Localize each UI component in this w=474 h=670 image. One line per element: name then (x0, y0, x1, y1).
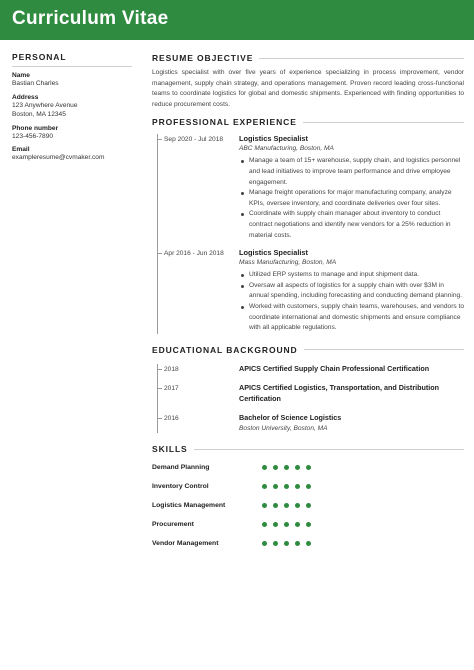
skill-dot (262, 522, 267, 527)
skill-name: Logistics Management (152, 502, 226, 510)
skill-dot (262, 484, 267, 489)
job-bullets (239, 270, 464, 334)
job-entry (152, 134, 464, 248)
personal-section-title: PERSONAL (12, 52, 67, 62)
skill-name: Procurement (152, 521, 194, 529)
skills-header (152, 443, 464, 455)
skills-section-title: SKILLS (152, 444, 188, 455)
skill-dot (284, 484, 289, 489)
job-dates: Apr 2016 - Jun 2018 (164, 250, 224, 258)
email-label: Email (12, 146, 30, 153)
skill-dot (284, 522, 289, 527)
skill-dot (262, 541, 267, 546)
bullet-item: Manage a team of 15+ warehouse, supply chain, and logistics personnel and lead initiatives to improve team performance and drive employee engagement. (239, 156, 464, 188)
job-company: ABC Manufacturing, Boston, MA (239, 145, 334, 153)
job-entry (152, 248, 464, 334)
education-entry (152, 413, 464, 433)
job-bullets (239, 156, 464, 241)
skill-dot (306, 484, 311, 489)
education-title: Bachelor of Science Logistics (239, 413, 342, 423)
education-institution: Boston University, Boston, MA (239, 425, 328, 433)
skill-rating (262, 541, 317, 546)
job-dates: Sep 2020 - Jul 2018 (164, 136, 224, 144)
bullet-item: Oversaw all aspects of logistics for a supply chain with over $3M in annual spending, including forecasting and conducting demand planning. (239, 281, 464, 302)
section-divider (303, 122, 464, 123)
skill-rating (262, 522, 317, 527)
skill-name: Vendor Management (152, 540, 219, 548)
bullet-item: Coordinate with supply chain manager about inventory to conduct contract negotiations and identify new vendors for a 25% reduction in material costs. (239, 209, 464, 241)
timeline-tick (157, 369, 162, 370)
job-details (239, 134, 464, 241)
timeline-tick (157, 418, 162, 419)
skill-dot (295, 465, 300, 470)
education-timeline (152, 364, 464, 433)
timeline-tick (157, 139, 162, 140)
bullet-item: Manage freight operations for major manufacturing company, analyze KPIs, oversee inventory, and coordinate deliveries over four sites. (239, 188, 464, 209)
skill-dot (273, 503, 278, 508)
skill-dot (306, 522, 311, 527)
skill-name: Inventory Control (152, 483, 209, 491)
skill-rating (262, 503, 317, 508)
skill-dot (306, 541, 311, 546)
education-year: 2017 (164, 385, 179, 393)
skill-dot (284, 541, 289, 546)
section-divider (259, 58, 464, 59)
skill-rating (262, 484, 317, 489)
skill-row (152, 477, 464, 496)
education-title: APICS Certified Supply Chain Professional Certification (239, 363, 430, 373)
skill-row (152, 496, 464, 515)
experience-timeline (152, 134, 464, 333)
section-divider (304, 349, 464, 350)
email-value: exampleresume@cvmaker.com (12, 154, 105, 161)
personal-sidebar (12, 52, 132, 163)
skill-dot (273, 522, 278, 527)
section-divider (194, 449, 464, 450)
education-details (239, 364, 464, 375)
address-line1: 123 Anywhere Avenue (12, 101, 78, 109)
skill-dot (262, 503, 267, 508)
skill-name: Demand Planning (152, 464, 210, 472)
skill-dot (273, 541, 278, 546)
education-header (152, 344, 464, 356)
bullet-item: Worked with customers, supply chain teams, warehouses, and vendors to coordinate international and domestic shipments and ensure compliance with all applicable regulations. (239, 302, 464, 334)
education-entry (152, 364, 464, 384)
education-entry (152, 383, 464, 413)
skill-dot (306, 465, 311, 470)
education-details (239, 413, 464, 433)
education-year: 2016 (164, 415, 179, 423)
skill-row (152, 515, 464, 534)
education-title: APICS Certified Logistics, Transportation, and Distribution Certification (239, 383, 440, 403)
objective-header (152, 52, 464, 64)
skill-rating (262, 465, 317, 470)
phone-value: 123-456-7890 (12, 132, 54, 140)
skill-dot (295, 484, 300, 489)
skill-row (152, 458, 464, 477)
job-title: Logistics Specialist (239, 134, 309, 144)
address-label: Address (12, 93, 39, 101)
skills-list (152, 458, 464, 553)
name-value: Bastian Charles (12, 80, 59, 87)
timeline-tick (157, 388, 162, 389)
experience-section-title: PROFESSIONAL EXPERIENCE (152, 117, 297, 128)
skill-dot (273, 465, 278, 470)
name-label: Name (12, 72, 30, 79)
personal-divider (12, 66, 132, 67)
skill-dot (295, 541, 300, 546)
skill-dot (262, 465, 267, 470)
address-line2: Boston, MA 12345 (12, 111, 66, 118)
education-details (239, 383, 464, 404)
education-section-title: EDUCATIONAL BACKGROUND (152, 344, 298, 355)
job-title: Logistics Specialist (239, 248, 309, 258)
header-bar (0, 0, 474, 40)
job-details (239, 248, 464, 334)
experience-header (152, 116, 464, 128)
phone-label: Phone number (12, 124, 59, 132)
skill-dot (284, 465, 289, 470)
objective-section-title: RESUME OBJECTIVE (152, 53, 254, 63)
page-title: Curriculum Vitae (12, 8, 169, 29)
timeline-tick (157, 253, 162, 254)
skill-dot (295, 522, 300, 527)
skill-dot (273, 484, 278, 489)
main-column (152, 52, 464, 553)
skill-dot (306, 503, 311, 508)
skill-row (152, 534, 464, 553)
skill-dot (284, 503, 289, 508)
skill-dot (295, 503, 300, 508)
education-year: 2018 (164, 365, 179, 373)
job-company: Mass Manufacturing, Boston, MA (239, 259, 337, 267)
objective-text: Logistics specialist with over five years of experience specializing in process improvement, vendor management, supply chain strategy, and operations management. Proven record leading cross-functional teams to coordinate logistics for global and domestic shipments. Experienced with finding opportunities to reduce procurement costs. (152, 69, 464, 108)
bullet-item: Utilized ERP systems to manage and input shipment data. (239, 270, 464, 281)
